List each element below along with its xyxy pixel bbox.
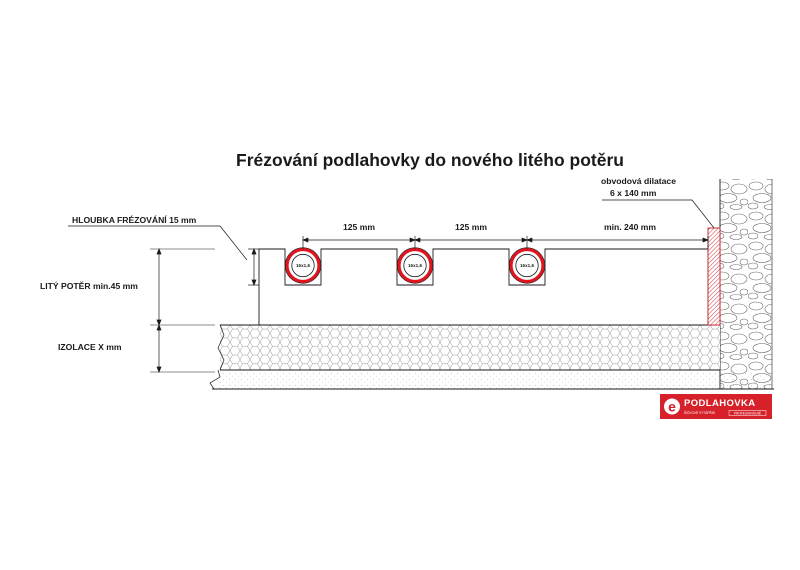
wall xyxy=(720,179,772,389)
spacing-dimension-line xyxy=(303,236,708,249)
milling-depth-label: HLOUBKA FRÉZOVÁNÍ 15 mm xyxy=(72,215,197,225)
spacing-1-label: 125 mm xyxy=(342,222,376,232)
dilatation-size-label: 6 x 140 mm xyxy=(610,188,657,198)
thickness-dimension-line xyxy=(150,249,215,372)
dilatation-strip xyxy=(708,228,720,325)
insulation-label: IZOLACE X mm xyxy=(58,342,122,352)
pipe-1 xyxy=(285,248,321,284)
screed-label: LITÝ POTĚR min.45 mm xyxy=(40,281,138,291)
milling-depth-leader xyxy=(68,226,259,285)
spacing-2-label: 125 mm xyxy=(454,222,488,232)
pipe-2-label: 16x1,6 xyxy=(407,263,423,269)
logo-tagline: ŠIČKOVÉ VYTÁPĚNÍ xyxy=(684,411,715,415)
pipe-2 xyxy=(397,248,433,284)
logo-name: PODLAHOVKA xyxy=(684,398,756,409)
podlahovka-logo xyxy=(660,394,772,419)
logo-tagline-box: PROFESIONÁLNĚ xyxy=(733,411,762,416)
pipe-3 xyxy=(509,248,545,284)
insulation-layer xyxy=(218,325,720,370)
spacing-3-label: min. 240 mm xyxy=(603,222,657,232)
screed-layer xyxy=(259,249,708,325)
base-slab xyxy=(210,370,774,389)
pipe-1-label: 16x1,6 xyxy=(295,263,311,269)
diagram-title: Frézování podlahovky do nového litého potěru xyxy=(236,150,624,170)
logo-letter: e xyxy=(668,398,676,415)
dilatation-label: obvodová dilatace xyxy=(601,176,676,186)
pipe-3-label: 16x1,6 xyxy=(519,263,535,269)
